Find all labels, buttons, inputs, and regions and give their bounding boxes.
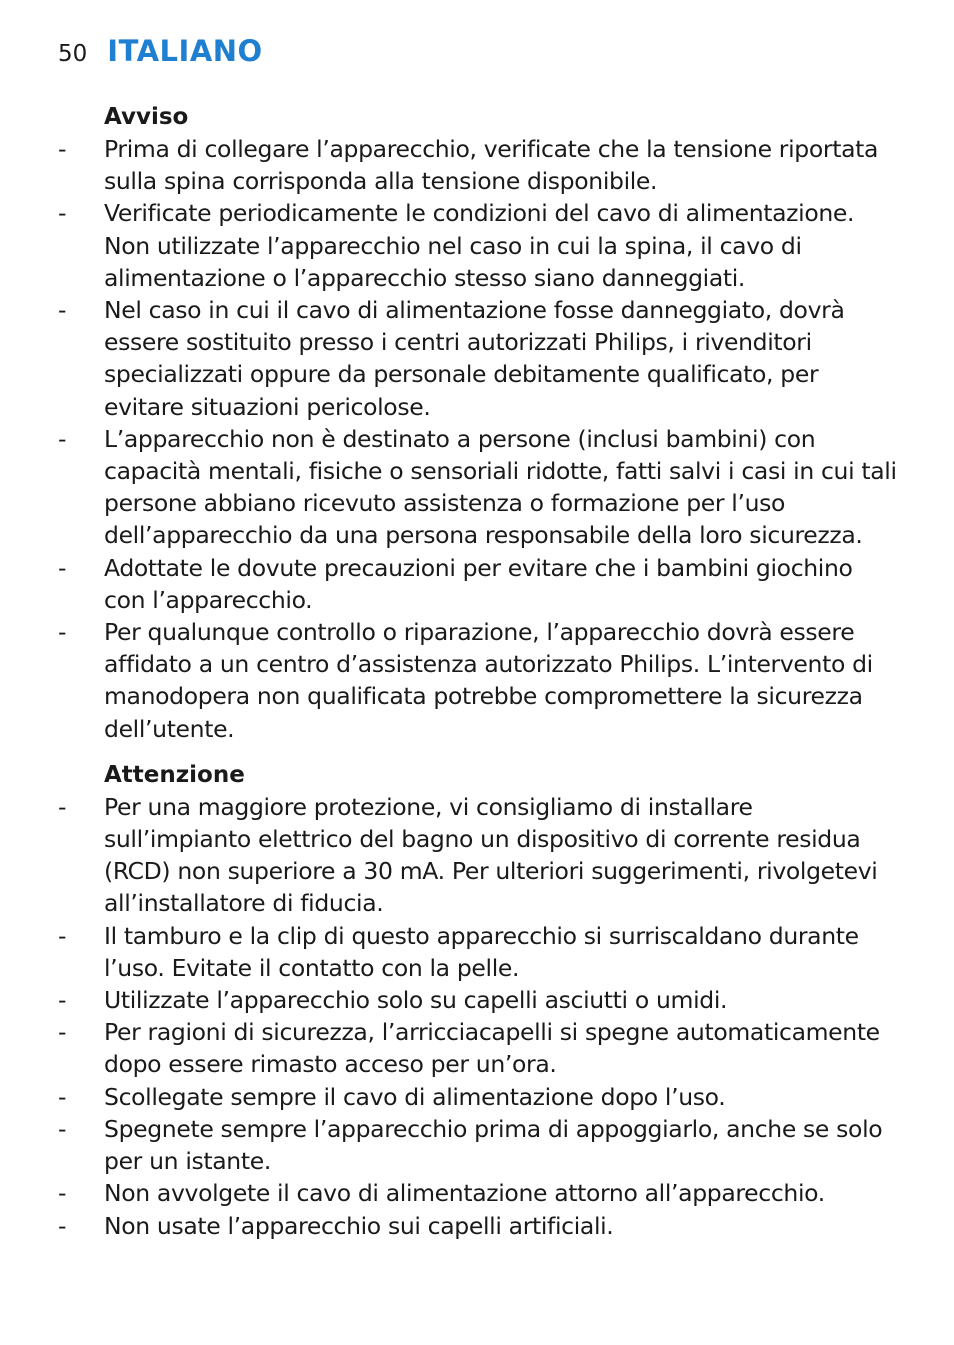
section-heading: Avviso	[104, 104, 189, 130]
list-item	[58, 294, 898, 423]
list-item	[58, 616, 898, 745]
list-item-text: Utilizzate l’apparecchio solo su capelli asciutti o umidi.	[104, 986, 728, 1015]
list-item-text: Scollegate sempre il cavo di alimentazione dopo l’uso.	[104, 1082, 726, 1111]
list-item-text: Per qualunque controllo o riparazione, l’apparecchio dovrà essere affidato a un centro d’assistenza autorizzato Philips. L’intervento di manodopera non qualificata potrebbe compromettere la sicurezza dell’utente.	[104, 618, 873, 743]
bullet-list	[58, 133, 898, 745]
list-item-text: Non usate l’apparecchio sui capelli artificiali.	[104, 1211, 614, 1240]
bullet-dash: -	[58, 618, 67, 647]
bullet-dash: -	[58, 296, 67, 325]
list-item	[58, 197, 898, 294]
list-item-text: Verificate periodicamente le condizioni del cavo di alimentazione. Non utilizzate l’apparecchio nel caso in cui la spina, il cavo di alimentazione o l’apparecchio stesso siano danneggiati.	[104, 199, 855, 292]
bullet-dash: -	[58, 986, 67, 1015]
bullet-list	[58, 791, 898, 1242]
list-item-text: Spegnete sempre l’apparecchio prima di appoggiarlo, anche se solo per un istante.	[104, 1114, 883, 1176]
list-item-text: Nel caso in cui il cavo di alimentazione fosse danneggiato, dovrà essere sostituito presso i centri autorizzati Philips, i rivenditori specializzati oppure da personale debitamente qualificato, per evitare situazioni pericolose.	[104, 296, 845, 421]
list-item	[58, 1016, 898, 1080]
section-heading: Attenzione	[104, 761, 245, 788]
bullet-dash: -	[58, 1114, 67, 1143]
list-item	[58, 1081, 898, 1113]
list-item-text: Non avvolgete il cavo di alimentazione attorno all’apparecchio.	[104, 1179, 825, 1208]
list-item-text: Per ragioni di sicurezza, l’arricciacapelli si spegne automaticamente dopo essere rimasto acceso per un’ora.	[104, 1018, 880, 1079]
list-item-text: Adottate le dovute precauzioni per evitare che i bambini giochino con l’apparecchio.	[104, 553, 853, 614]
list-item	[58, 1113, 898, 1177]
page-number: 50	[58, 41, 88, 67]
list-item	[58, 552, 898, 616]
bullet-dash: -	[58, 792, 67, 821]
bullet-dash: -	[58, 1082, 67, 1111]
list-item-text: Per una maggiore protezione, vi consigliamo di installare sull’impianto elettrico del bagno un dispositivo di corrente residua (RCD) non superiore a 30 mA. Per ulteriori suggerimenti, rivolgetevi all’installatore di fiducia.	[104, 792, 878, 918]
bullet-dash: -	[58, 1179, 67, 1208]
list-item	[58, 791, 898, 920]
list-item-text: Prima di collegare l’apparecchio, verificate che la tensione riportata sulla spina corrisponda alla tensione disponibile.	[104, 135, 879, 196]
list-item	[58, 1177, 898, 1209]
section-avviso	[58, 101, 898, 745]
section-attenzione	[58, 759, 898, 1242]
bullet-dash: -	[58, 1211, 67, 1240]
bullet-dash: -	[58, 1018, 67, 1047]
list-item-text: Il tamburo e la clip di questo apparecchio si surriscaldano durante l’uso. Evitate il contatto con la pelle.	[104, 921, 859, 982]
page-header	[58, 34, 263, 68]
list-item	[58, 1210, 898, 1242]
bullet-dash: -	[58, 199, 67, 228]
page-content	[58, 101, 898, 1256]
bullet-dash: -	[58, 921, 67, 950]
language-title: ITALIANO	[107, 34, 263, 68]
bullet-dash: -	[58, 424, 67, 453]
list-item	[58, 423, 898, 552]
list-item	[58, 920, 898, 984]
bullet-dash: -	[58, 135, 67, 163]
bullet-dash: -	[58, 553, 67, 582]
list-item	[58, 984, 898, 1016]
list-item-text: L’apparecchio non è destinato a persone (inclusi bambini) con capacità mentali, fisiche o sensoriali ridotte, fatti salvi i casi in cui tali persone abbiano ricevuto assistenza o formazione per l’uso dell’apparecchio da una persona responsabile della loro sicurezza.	[104, 424, 897, 550]
list-item	[58, 133, 898, 197]
